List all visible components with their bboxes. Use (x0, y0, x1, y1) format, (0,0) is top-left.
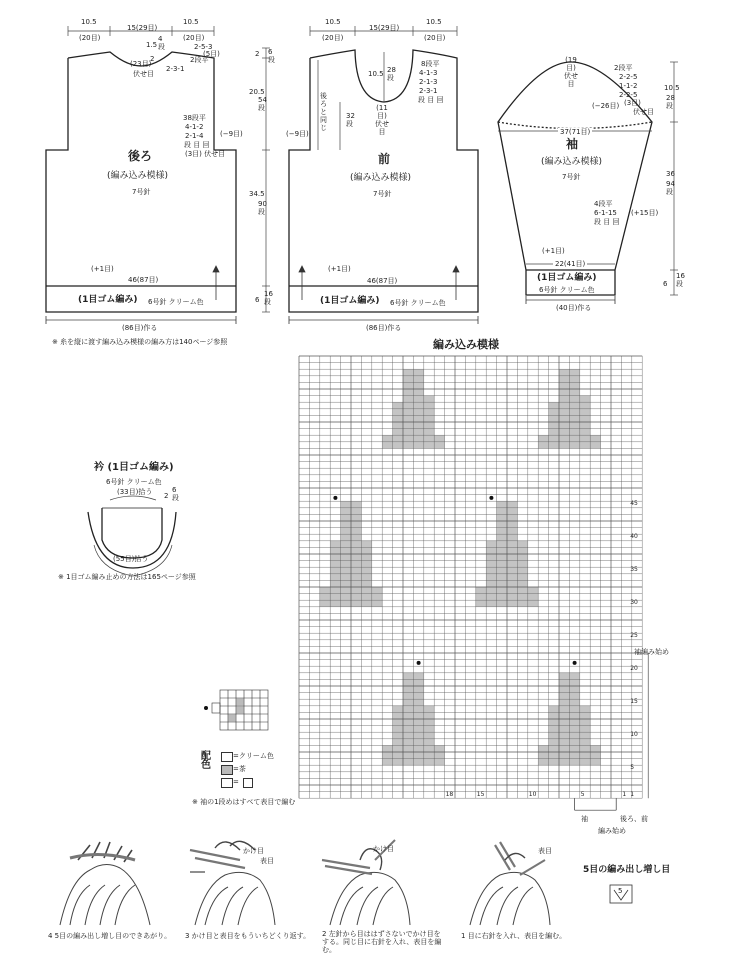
back-neck-bind-lbl: 伏せ目 (133, 70, 154, 78)
front-neck-dec-1: 8段平 (421, 60, 440, 68)
chart-row-number: 15 (630, 698, 638, 706)
sleeve-inc-1: 4段平 (594, 200, 613, 208)
collar-pick-bottom: (55目)拾う (113, 555, 149, 563)
back-v1-rows: 6段 (268, 48, 275, 64)
sleeve-inc-2: 6-1-15 (594, 209, 617, 217)
front-pattern-name: (編み込み模様) (350, 173, 412, 183)
back-side-box: (3目) 伏せ目 (185, 150, 226, 158)
sleeve-v1-rows: 28段 (666, 94, 675, 110)
chart-row-number: 10 (630, 731, 638, 739)
back-rib-info: 6号針 クリーム色 (148, 298, 204, 306)
chart-row-number: 30 (630, 599, 638, 607)
back-neck-box: (5目) (203, 50, 220, 58)
chart-col-number: 18 (445, 791, 454, 799)
sleeve-cap-4: 2-2-5 (619, 91, 638, 99)
back-side-dec-2: 4-1-2 (185, 123, 204, 131)
chart-sleeve-start: 袖編み始め (634, 648, 669, 656)
back-plus1: (+1目) (91, 265, 114, 273)
chart-row-number: 25 (630, 632, 638, 640)
step3-caption: 3 かけ目と表目をもういちどくり返す。 (185, 932, 311, 940)
collar-needle: 6号針 クリーム色 (106, 478, 162, 486)
front-neck-dec-3: 2-1-3 (419, 78, 438, 86)
front-neck-v2: 28段 (387, 66, 396, 82)
back-v2: 20.5 (249, 88, 265, 96)
front-dim-top-right-sub: (20目) (424, 34, 446, 42)
sleeve-v3-rows: 16段 (676, 272, 685, 288)
back-side-dec-4: 段 目 回 (184, 141, 210, 149)
sleeve-cap-5: (3目) (624, 99, 641, 107)
collar-height: 2 (164, 492, 169, 500)
back-neck-dec-2: 2段平 (190, 56, 209, 64)
back-neck-dec-3: 2-3-1 (166, 65, 185, 73)
chart-note: ※ 袖の1段めはすべて表目で編む (192, 798, 296, 806)
front-rib-info: 6号針 クリーム色 (390, 299, 446, 307)
front-side-minus: (−9目) (286, 130, 309, 138)
back-neck-bind: (23目) (130, 60, 152, 68)
sleeve-top: (19目) 伏せ目 (564, 56, 578, 88)
step4-caption: 4 5目の編み出し増し目のできあがり。 (48, 932, 172, 940)
back-dim-top-left-sub: (20目) (79, 34, 101, 42)
sleeve-cap-2: 2-2-5 (619, 73, 638, 81)
front-rib: (1目ゴム編み) (320, 296, 380, 306)
front-dim-top-left-sub: (20目) (322, 34, 344, 42)
chart-col-number: 10 (528, 791, 537, 799)
collar-pick-top: (33目)拾う (117, 488, 153, 496)
sleeve-rib: (1目ゴム編み) (537, 273, 597, 283)
front-neck-dec-2: 4-1-3 (419, 69, 438, 77)
collar-title: 衿 (1目ゴム編み) (94, 462, 174, 473)
back-dim-top-center: 15(29目) (127, 24, 158, 32)
back-side-dec-1: 38段平 (183, 114, 206, 122)
sleeve-inc-3: 段 目 回 (594, 218, 620, 226)
front-width: 46(87目) (367, 277, 398, 285)
back-neck-d1: 1.5 (146, 41, 158, 49)
sleeve-width-bottom: 22(41目) (555, 260, 586, 268)
back-side-minus: (−9目) (220, 130, 243, 138)
back-v4-rows: 16段 (264, 290, 273, 306)
back-pattern-name: (編み込み模様) (107, 171, 169, 181)
front-neck-center: (11目) 伏せ目 (375, 104, 389, 136)
step2-label-yo: かけ目 (373, 845, 394, 853)
step2-caption: 2 左針から目ははずさないでかけ目をする。同じ目に右針を入れ、表目を編む。 (322, 930, 442, 954)
sleeve-title: 袖 (566, 137, 579, 151)
steps-header: 5目の編み出し増し目 (583, 865, 671, 875)
front-dim-top-left: 10.5 (325, 18, 341, 26)
chart-knit-start: 編み始め (598, 827, 626, 835)
back-v3-rows: 90段 (258, 200, 267, 216)
sleeve-width: 37(71目) (560, 128, 591, 136)
back-neck-d2: 4 段 (158, 35, 165, 51)
step3-label-yo: かけ目 (243, 847, 264, 855)
front-neck-dec-5: 段 目 回 (418, 96, 444, 104)
back-needle: 7号針 (132, 188, 151, 196)
front-neck-dec-4: 2-3-1 (419, 87, 438, 95)
back-v3: 34.5 (249, 190, 265, 198)
sleeve-plus15: (+15目) (631, 209, 659, 217)
step-4-drawing (60, 842, 150, 925)
back-neck-dec-1: 2-5-3 (194, 43, 213, 51)
sleeve-v2-rows: 94段 (666, 180, 675, 196)
front-cast-on: (86目)作る (366, 324, 402, 332)
chart-row-number: 35 (630, 566, 638, 574)
front-neck-v1: 10.5 (368, 70, 384, 78)
back-dim-top-left: 10.5 (81, 18, 97, 26)
sleeve-plus1: (+1目) (542, 247, 565, 255)
chart-row-number: 20 (630, 665, 638, 673)
chart-title: 編み込み模様 (433, 338, 499, 351)
front-plus1: (+1目) (328, 265, 351, 273)
chart-row-number: 45 (630, 500, 638, 508)
back-note: ※ 糸を縦に渡す編み込み模様の編み方は140ページ参照 (52, 338, 228, 346)
sleeve-v2: 36 (666, 170, 675, 178)
chart-col-number: 1 (622, 791, 627, 799)
back-dim-top-right: 10.5 (183, 18, 199, 26)
chart-col-number: 5 (580, 791, 585, 799)
sleeve-pattern-name: (編み込み模様) (541, 157, 603, 167)
step-2-drawing (322, 840, 410, 925)
back-width: 46(87目) (128, 276, 159, 284)
back-cast-on: (86目)作る (122, 324, 158, 332)
chart-bottom-right: 後ろ、前 (620, 815, 648, 823)
back-neck-d3: 2 (150, 55, 155, 63)
front-neck-v3: 32段 (346, 112, 355, 128)
sleeve-cap-6: 伏せ目 (633, 108, 654, 116)
sleeve-cap-minus: (−26目) (592, 102, 620, 110)
back-v2-rows: 54段 (258, 96, 267, 112)
back-rib: (1目ゴム編み) (78, 295, 138, 305)
sleeve-cap-1: 2段平 (614, 64, 633, 72)
back-side-dec-3: 2-1-4 (185, 132, 204, 140)
step3-label-knit: 表目 (260, 857, 274, 865)
back-v4: 6 (255, 296, 260, 304)
front-dim-top-center: 15(29目) (369, 24, 400, 32)
legend-item-cream: =クリーム色 (233, 752, 274, 760)
collar-note: ※ 1目ゴム編み止めの方法は165ページ参照 (58, 573, 196, 581)
chart-row-number: 40 (630, 533, 638, 541)
sleeve-rib-info: 6号針 クリーム色 (539, 286, 595, 294)
step1-label-knit: 表目 (538, 847, 552, 855)
chart-bottom-left: 袖 (581, 815, 588, 823)
back-v1: 2 (255, 50, 260, 58)
steps-symbol: 5 (618, 887, 623, 895)
collar-height-rows: 6段 (172, 486, 179, 502)
sleeve-needle: 7号針 (562, 173, 581, 181)
front-dim-top-right: 10.5 (426, 18, 442, 26)
sleeve-cast-on: (40目)作る (556, 304, 592, 312)
front-back-same: 後ろと同じ (320, 92, 327, 132)
chart-row-number: 1 (630, 790, 635, 798)
front-needle: 7号針 (373, 190, 392, 198)
front-title: 前 (378, 152, 391, 166)
chart-col-number: 15 (476, 791, 485, 799)
sleeve-cap-3: 1-1-2 (619, 82, 638, 90)
back-title: 後ろ (128, 149, 153, 163)
back-dim-top-right-sub: (20目) (183, 34, 205, 42)
sleeve-v1: 10.5 (664, 84, 680, 92)
legend-item-empty: = (233, 778, 239, 786)
sleeve-v3: 6 (663, 280, 668, 288)
legend-item-brown: =茶 (233, 765, 246, 773)
chart-row-number: 5 (630, 764, 635, 772)
step1-caption: 1 目に右針を入れ、表目を編む。 (461, 932, 567, 940)
legend-title: 配色 (201, 751, 211, 771)
